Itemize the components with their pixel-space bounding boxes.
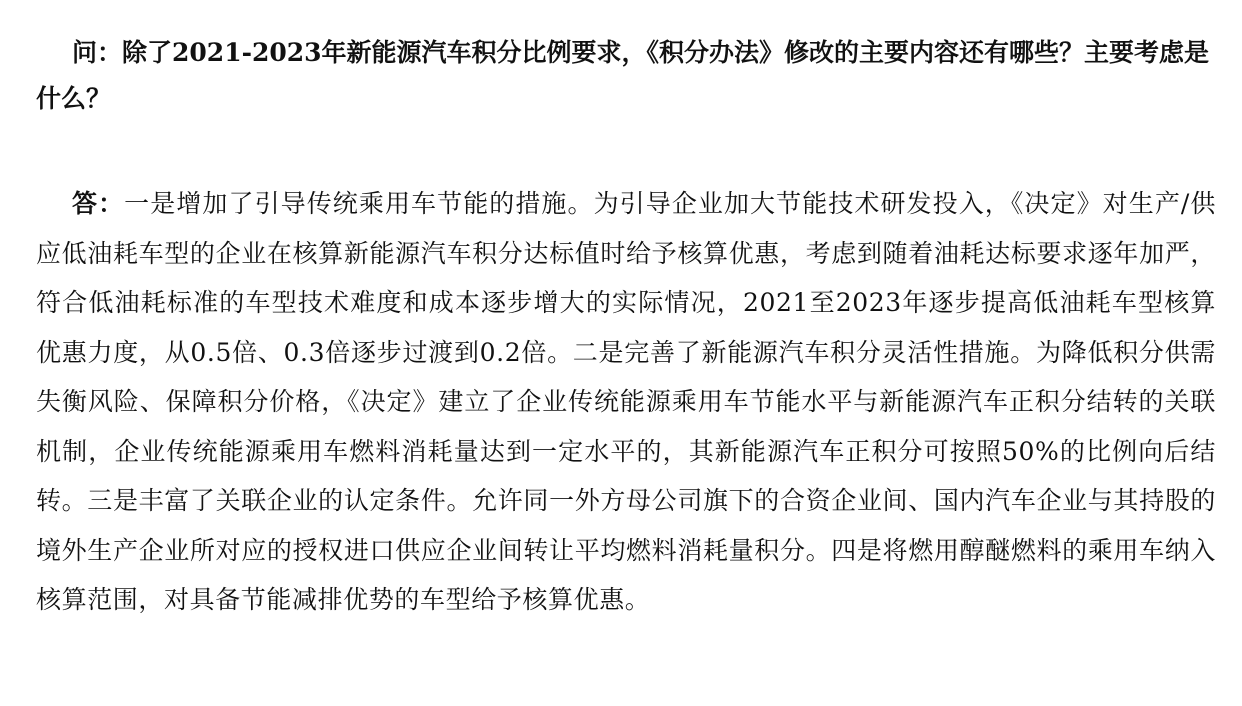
answer-paragraph: [36, 179, 1216, 625]
document-body: [36, 30, 1216, 625]
answer-text: 一是增加了引导传统乘用车节能的措施。为引导企业加大节能技术研发投入，《决定》对生产/供应低油耗车型的企业在核算新能源汽车积分达标值时给予核算优惠，考虑到随着油耗达标要求逐年加严，符合低油耗标准的车型技术难度和成本逐步增大的实际情况，2021至2023年逐步提高低油耗车型核算优惠力度，从0.5倍、0.3倍逐步过渡到0.2倍。二是完善了新能源汽车积分灵活性措施。为降低积分供需失衡风险、保障积分价格，《决定》建立了企业传统能源乘用车节能水平与新能源汽车正积分结转的关联机制，企业传统能源乘用车燃料消耗量达到一定水平的，其新能源汽车正积分可按照50%的比例向后结转。三是丰富了关联企业的认定条件。允许同一外方母公司旗下的合资企业间、国内汽车企业与其持股的境外生产企业所对应的授权进口供应企业间转让平均燃料消耗量积分。四是将燃用醇醚燃料的乘用车纳入核算范围，对具备节能减排优势的车型给予核算优惠。: [36, 189, 1217, 614]
answer-label: 答：: [72, 189, 125, 218]
question-paragraph: [36, 30, 1216, 122]
question-text: 除了2021-2023年新能源汽车积分比例要求，《积分办法》修改的主要内容还有哪些？主要考虑是什么？: [36, 38, 1210, 113]
question-label: 问：: [72, 38, 123, 67]
